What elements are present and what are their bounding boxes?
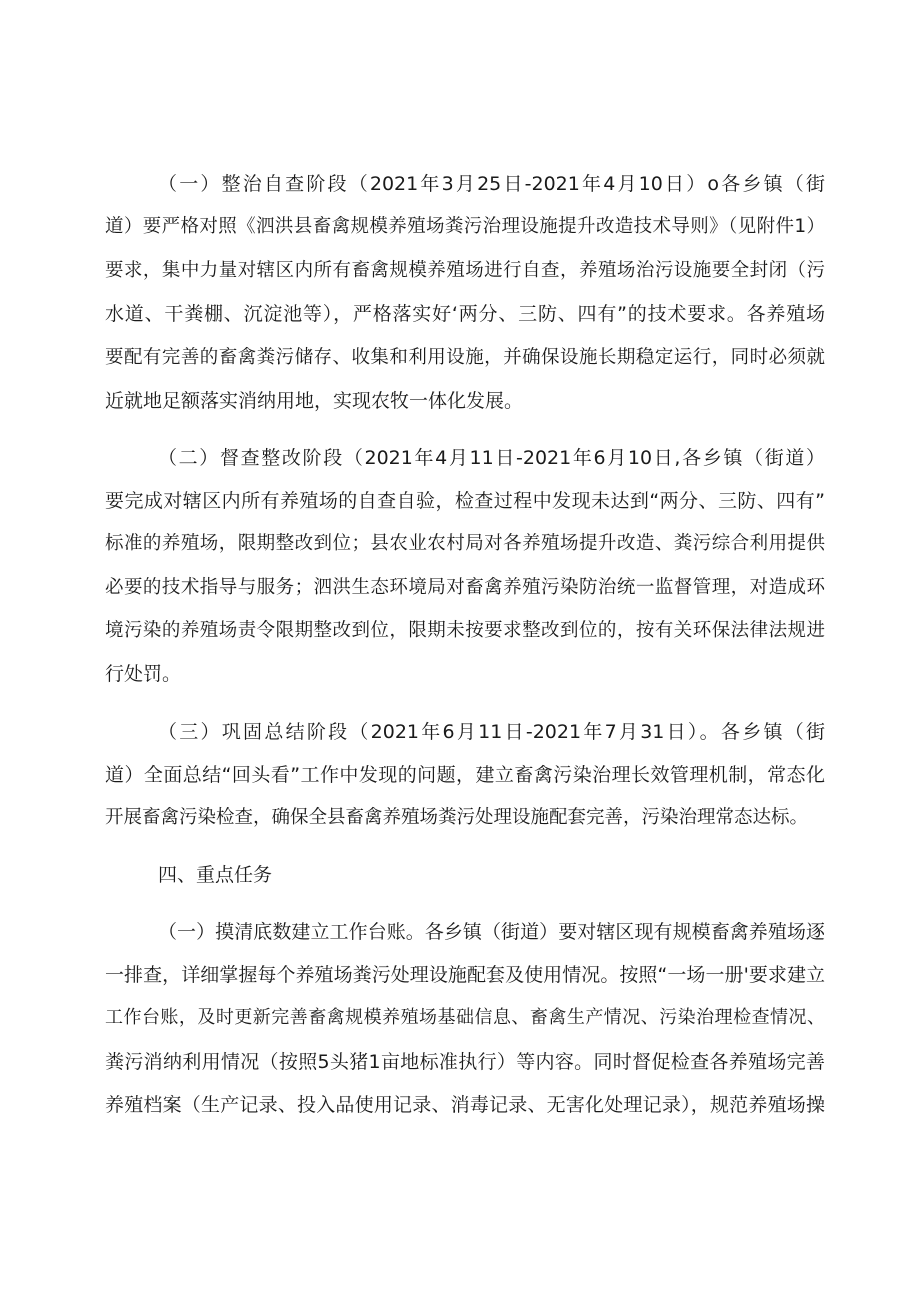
paragraph-line: （一）整治自查阶段（2021年3月25日-2021年4月10日）o各乡镇（街 bbox=[158, 173, 825, 195]
paragraph-line: 工作台账，及时更新完善畜禽规模养殖场基础信息、畜禽生产情况、污染治理检查情况、 bbox=[105, 1007, 825, 1028]
paragraph-line: 必要的技术指导与服务；泗洪生态环境局对畜禽养殖污染防治统一监督管理，对造成环 bbox=[105, 577, 825, 598]
paragraph-line: （三）巩固总结阶段（2021年6月11日-2021年7月31日）。各乡镇（街 bbox=[158, 721, 825, 743]
paragraph-line: 要求，集中力量对辖区内所有畜禽规模养殖场进行自查，养殖场治污设施要全封闭（污 bbox=[105, 260, 825, 281]
paragraph-line: （二）督查整改阶段（2021年4月11日-2021年6月10日,各乡镇（街道） bbox=[158, 447, 825, 469]
paragraph-line: 境污染的养殖场责令限期整改到位，限期未按要求整改到位的，按有关环保法律法规进 bbox=[105, 620, 825, 641]
section-heading: 四、重点任务 bbox=[158, 864, 273, 886]
paragraph-line: 道）要严格对照《泗洪县畜禽规模养殖场粪污治理设施提升改造技术导则》（见附件1） bbox=[105, 216, 825, 237]
paragraph-line: 一排查，详细掌握每个养殖场粪污处理设施配套及使用情况。按照“一场一册'要求建立 bbox=[105, 964, 825, 986]
paragraph-line: 近就地足额落实消纳用地，实现农牧一体化发展。 bbox=[105, 390, 524, 412]
paragraph-line: 道）全面总结“回头看”工作中发现的问题，建立畜禽污染治理长效管理机制，常态化 bbox=[105, 764, 825, 786]
paragraph-line: 要配有完善的畜禽粪污储存、收集和利用设施，并确保设施长期稳定运行，同时必须就 bbox=[105, 347, 825, 368]
paragraph-line: 粪污消纳利用情况（按照5头猪1亩地标准执行）等内容。同时督促检查各养殖场完善 bbox=[105, 1051, 825, 1073]
paragraph-line: 要完成对辖区内所有养殖场的自查自验，检查过程中发现未达到“两分、三防、四有” bbox=[105, 490, 825, 512]
paragraph-line: （一）摸清底数建立工作台账。各乡镇（街道）要对辖区现有规模畜禽养殖场逐 bbox=[158, 921, 825, 943]
paragraph-line: 行处罚。 bbox=[105, 663, 182, 685]
paragraph-line: 水道、干粪棚、沉淀池等），严格落实好‘两分、三防、四有”的技术要求。各养殖场 bbox=[105, 303, 825, 325]
paragraph-line: 养殖档案（生产记录、投入品使用记录、消毒记录、无害化处理记录），规范养殖场操 bbox=[105, 1094, 825, 1116]
paragraph-line: 标准的养殖场，限期整改到位；县农业农村局对各养殖场提升改造、粪污综合利用提供 bbox=[105, 533, 825, 554]
paragraph-line: 开展畜禽污染检查，确保全县畜禽养殖场粪污处理设施配套完善，污染治理常态达标。 bbox=[105, 807, 809, 828]
